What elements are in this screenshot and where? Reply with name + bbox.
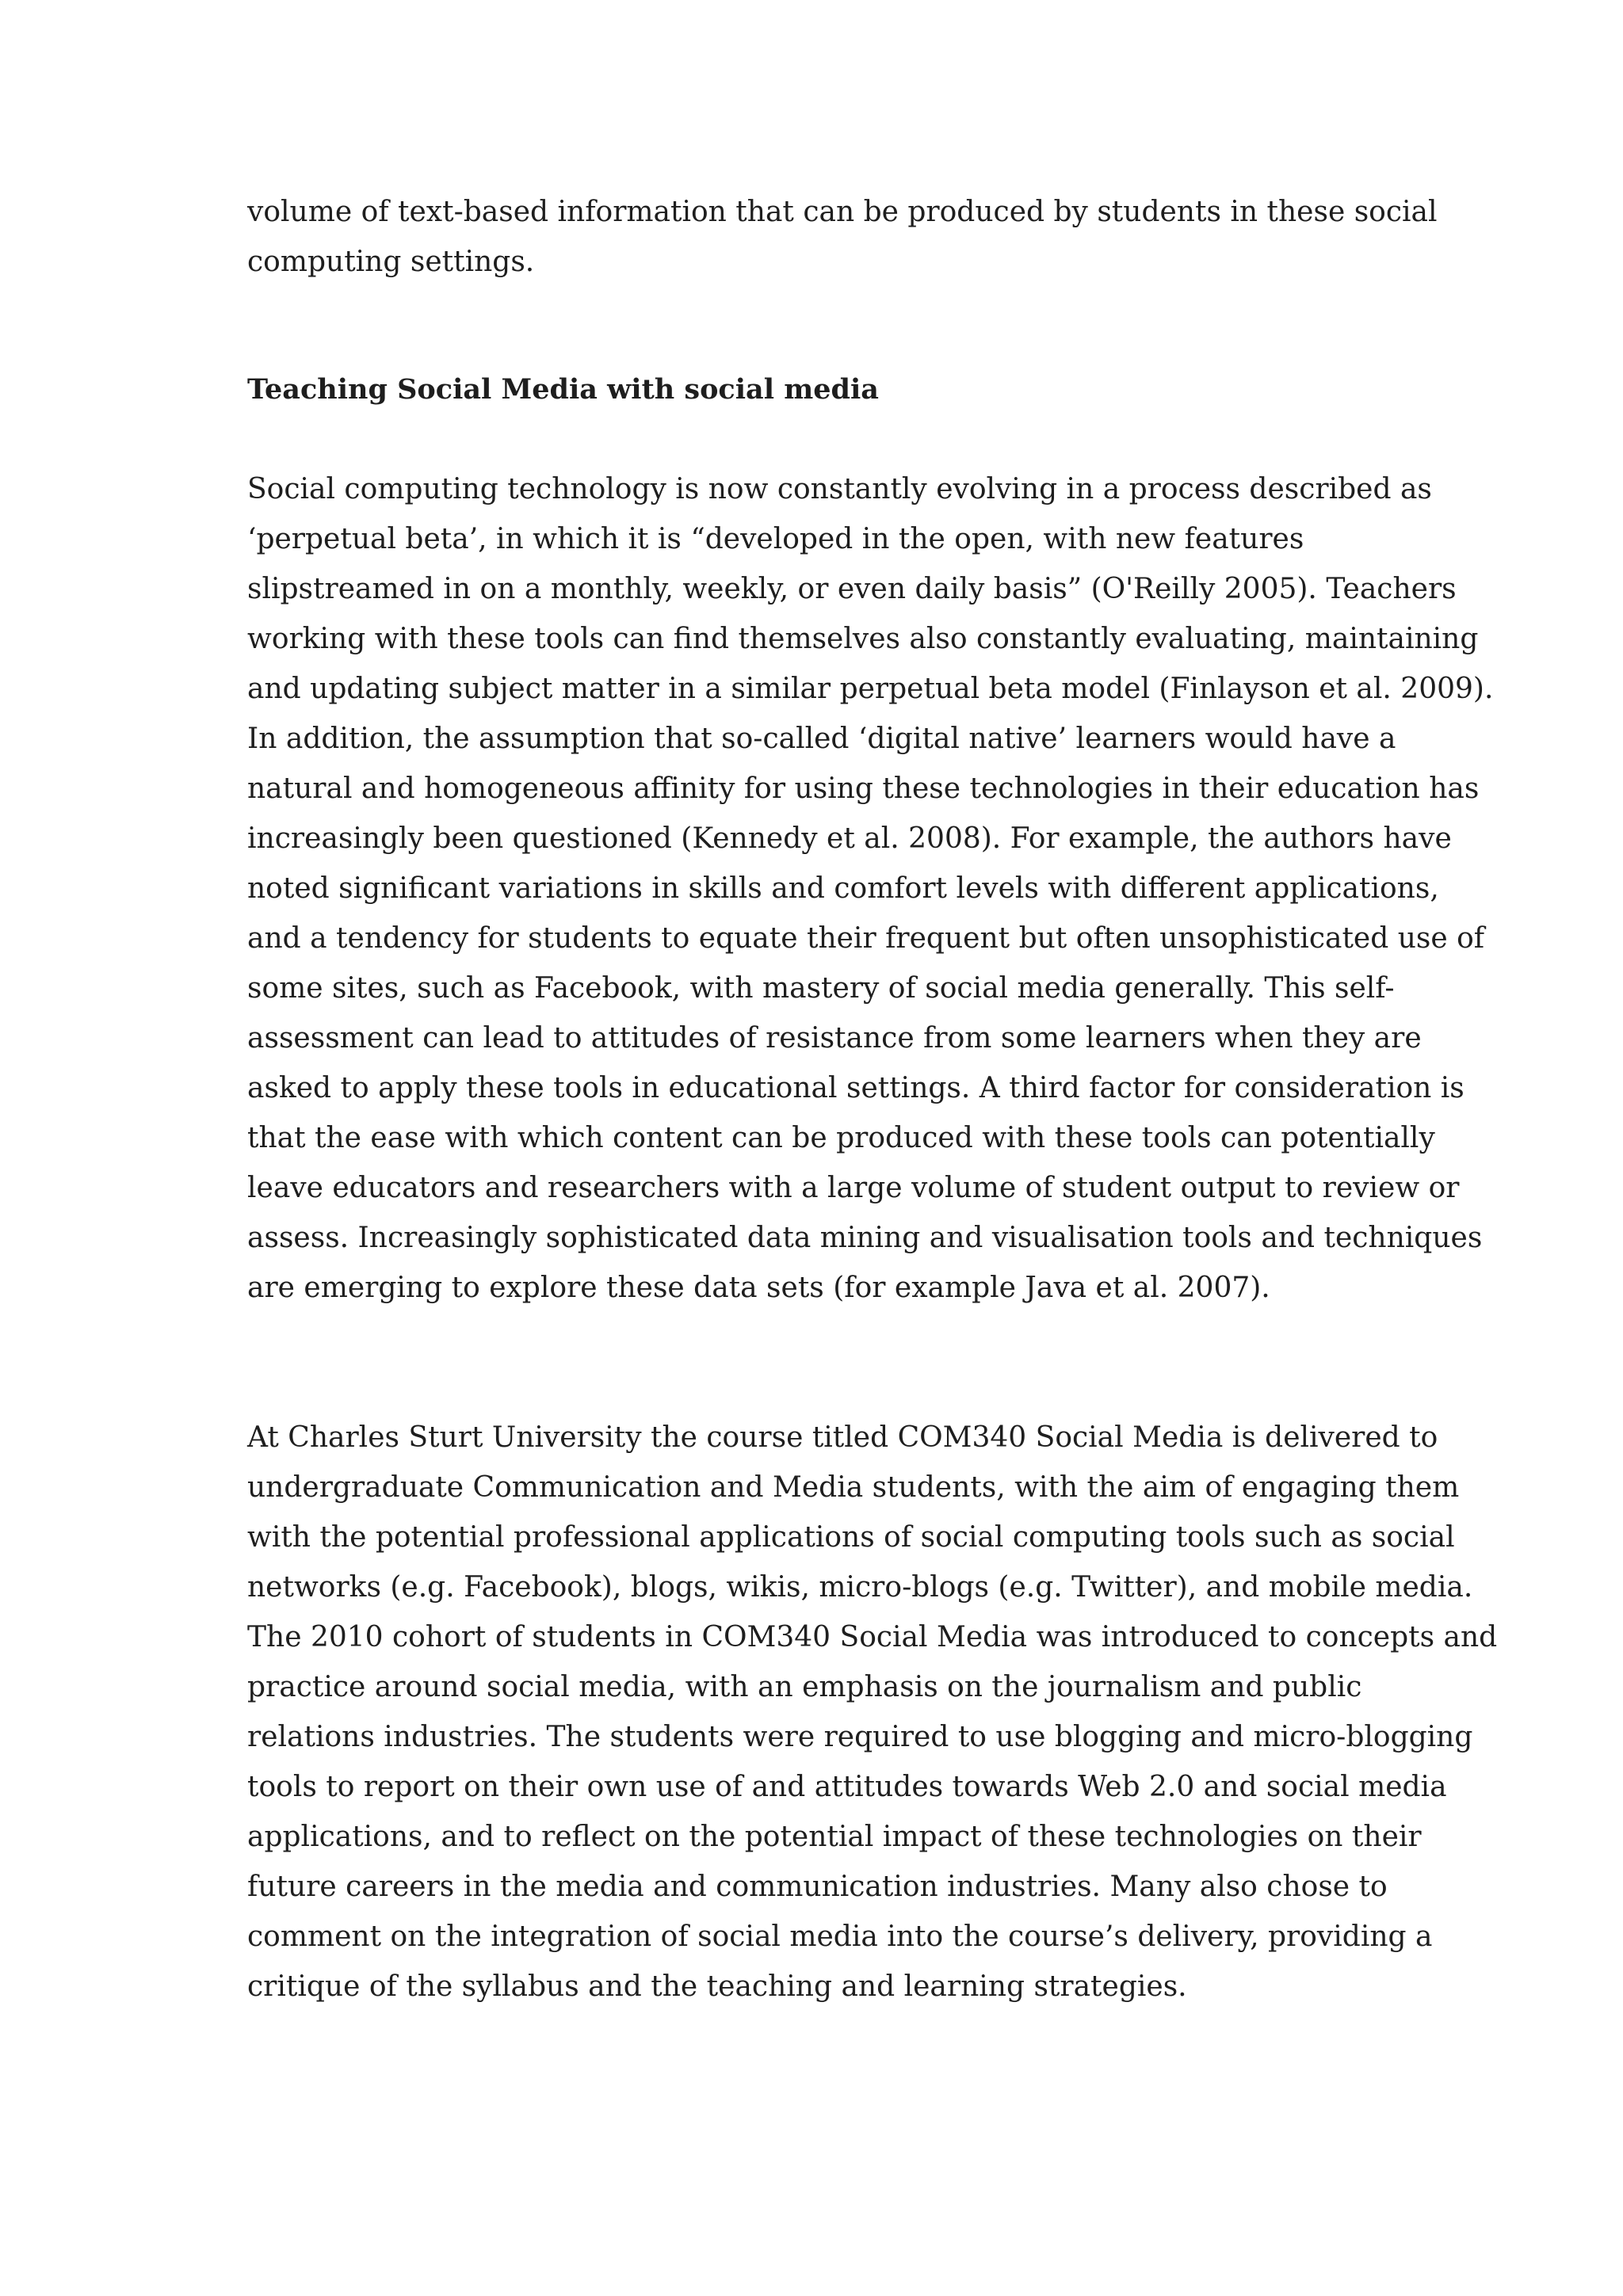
text-line: future careers in the media and communication industries. Many also chose to [247, 1871, 1388, 1903]
paragraph-social-computing [247, 464, 1494, 1313]
document-body [247, 187, 1498, 2012]
text-line: computing settings. [247, 246, 535, 278]
section-heading: Teaching Social Media with social media [247, 373, 879, 406]
text-line: critique of the syllabus and the teaching and learning strategies. [247, 1970, 1187, 2003]
text-line: In addition, the assumption that so-called ‘digital native’ learners would have a [247, 723, 1396, 755]
text-line: working with these tools can find themselves also constantly evaluating, maintaining [247, 623, 1479, 655]
text-line: practice around social media, with an emphasis on the journalism and public [247, 1671, 1362, 1703]
text-line: leave educators and researchers with a large volume of student output to review or [247, 1172, 1460, 1204]
text-line: relations industries. The students were required to use blogging and micro-blogging [247, 1721, 1473, 1753]
text-line: assessment can lead to attitudes of resistance from some learners when they are [247, 1022, 1422, 1055]
text-line: and a tendency for students to equate their frequent but often unsophisticated use of [247, 922, 1485, 955]
paragraph-charles-sturt [247, 1413, 1498, 2012]
text-line: some sites, such as Facebook, with mastery of social media generally. This self- [247, 972, 1395, 1005]
text-line: are emerging to explore these data sets (for example Java et al. 2007). [247, 1272, 1270, 1304]
text-line: The 2010 cohort of students in COM340 Social Media was introduced to concepts and [247, 1621, 1498, 1653]
paragraph-intro-tail [247, 187, 1438, 287]
text-line: Social computing technology is now constantly evolving in a process described as [247, 473, 1432, 505]
text-line: natural and homogeneous affinity for using these technologies in their education has [247, 772, 1480, 805]
text-line: volume of text-based information that can be produced by students in these social [247, 196, 1438, 228]
text-line: networks (e.g. Facebook), blogs, wikis, micro-blogs (e.g. Twitter), and mobile media. [247, 1571, 1473, 1604]
text-line: applications, and to reflect on the potential impact of these technologies on their [247, 1821, 1422, 1853]
text-line: that the ease with which content can be produced with these tools can potentially [247, 1122, 1435, 1154]
text-line: tools to report on their own use of and attitudes towards Web 2.0 and social media [247, 1771, 1447, 1803]
text-line: ‘perpetual beta’, in which it is “developed in the open, with new features [247, 523, 1304, 555]
text-line: At Charles Sturt University the course titled COM340 Social Media is delivered to [247, 1421, 1438, 1454]
text-line: asked to apply these tools in educational settings. A third factor for consideration is [247, 1072, 1465, 1104]
text-line: with the potential professional applications of social computing tools such as social [247, 1521, 1455, 1554]
text-line: and updating subject matter in a similar perpetual beta model (Finlayson et al. 2009). [247, 673, 1494, 705]
text-line: slipstreamed in on a monthly, weekly, or even daily basis” (O'Reilly 2005). Teachers [247, 573, 1457, 605]
text-line: undergraduate Communication and Media students, with the aim of engaging them [247, 1471, 1460, 1504]
text-line: assess. Increasingly sophisticated data mining and visualisation tools and techniques [247, 1222, 1483, 1254]
text-line: comment on the integration of social media into the course’s delivery, providing a [247, 1920, 1433, 1953]
text-line: noted significant variations in skills and comfort levels with different applications, [247, 872, 1439, 905]
text-line: increasingly been questioned (Kennedy et al. 2008). For example, the authors have [247, 822, 1452, 855]
